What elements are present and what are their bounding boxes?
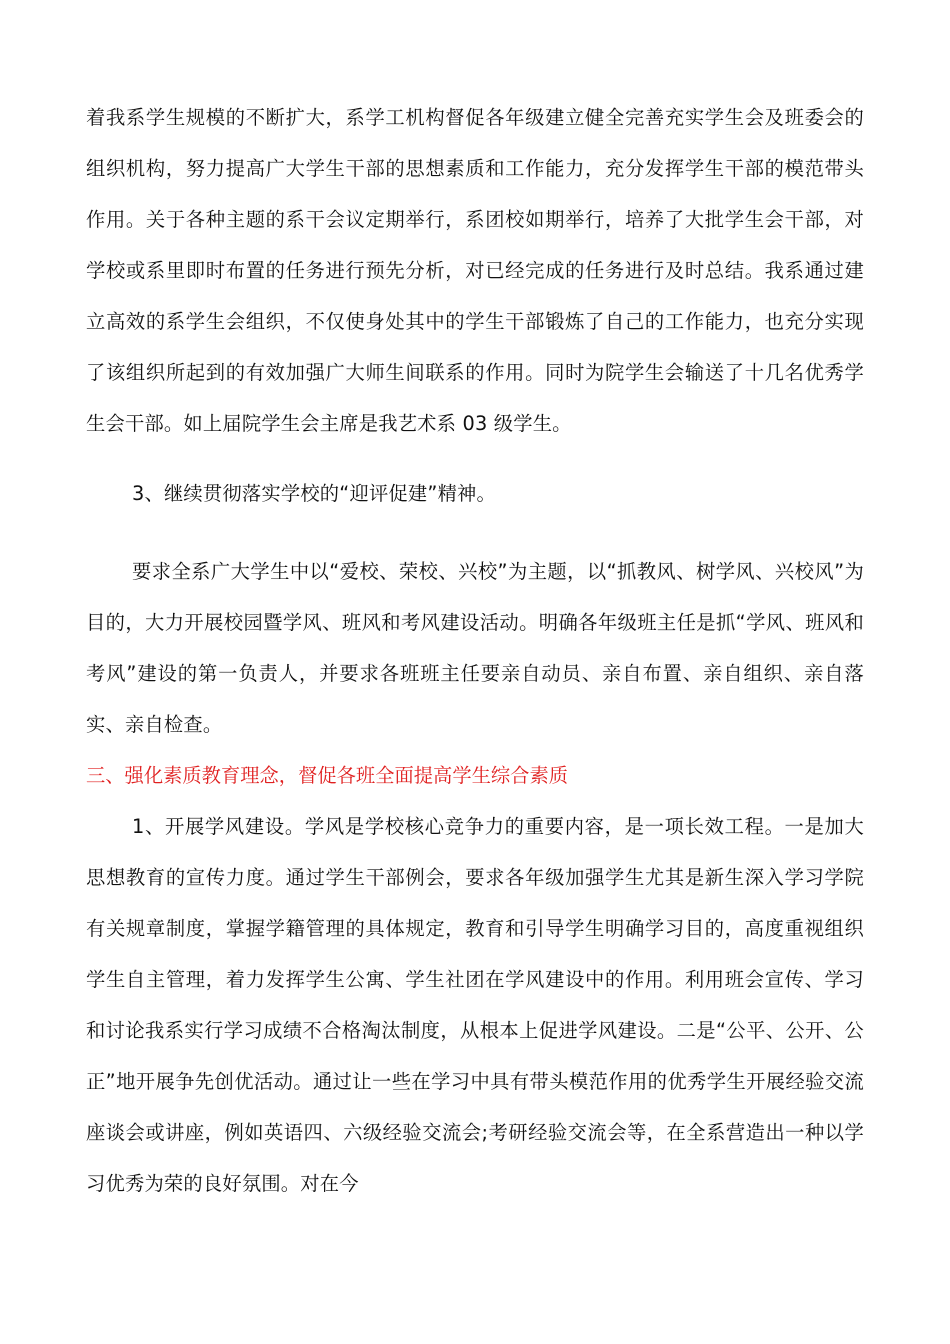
document-page: [86, 92, 864, 1209]
section-3-heading: 三、强化素质教育理念，督促各班全面提高学生综合素质: [86, 764, 569, 787]
item-1-body: 1、开展学风建设。学风是学校核心竞争力的重要内容，是一项长效工程。一是加大思想教育的宣传力度。通过学生干部例会，要求各年级加强学生尤其是新生深入学习学院有关规章制度，掌握学籍管理的具体规定，教育和引导学生明确学习目的，高度重视组织学生自主管理，着力发挥学生公寓、学生社团在学风建设中的作用。利用班会宣传、学习和讨论我系实行学习成绩不合格淘汰制度，从根本上促进学风建设。二是“公平、公开、公正”地开展争先创优活动。通过让一些在学习中具有带头模范作用的优秀学生开展经验交流座谈会或讲座，例如英语四、六级经验交流会;考研经验交流会等，在全系营造出一种以学习优秀为荣的良好氛围。对在今: [86, 815, 864, 1195]
item-3-title: 3、继续贯彻落实学校的“迎评促建”精神。: [132, 482, 497, 505]
item-3-body: 要求全系广大学生中以“爱校、荣校、兴校”为主题，以“抓教风、树学风、兴校风”为目的，大力开展校园暨学风、班风和考风建设活动。明确各年级班主任是抓“学风、班风和考风”建设的第一负责人，并要求各班班主任要亲自动员、亲自布置、亲自组织、亲自落实、亲自检查。: [86, 560, 864, 736]
paragraph-continuation: 着我系学生规模的不断扩大，系学工机构督促各年级建立健全完善充实学生会及班委会的组织机构，努力提高广大学生干部的思想素质和工作能力，充分发挥学生干部的模范带头作用。关于各种主题的系干会议定期举行，系团校如期举行，培养了大批学生会干部，对学校或系里即时布置的任务进行预先分析，对已经完成的任务进行及时总结。我系通过建立高效的系学生会组织，不仅使身处其中的学生干部锻炼了自己的工作能力，也充分实现了该组织所起到的有效加强广大师生间联系的作用。同时为院学生会输送了十几名优秀学生会干部。如上届院学生会主席是我艺术系 03 级学生。: [86, 106, 864, 435]
